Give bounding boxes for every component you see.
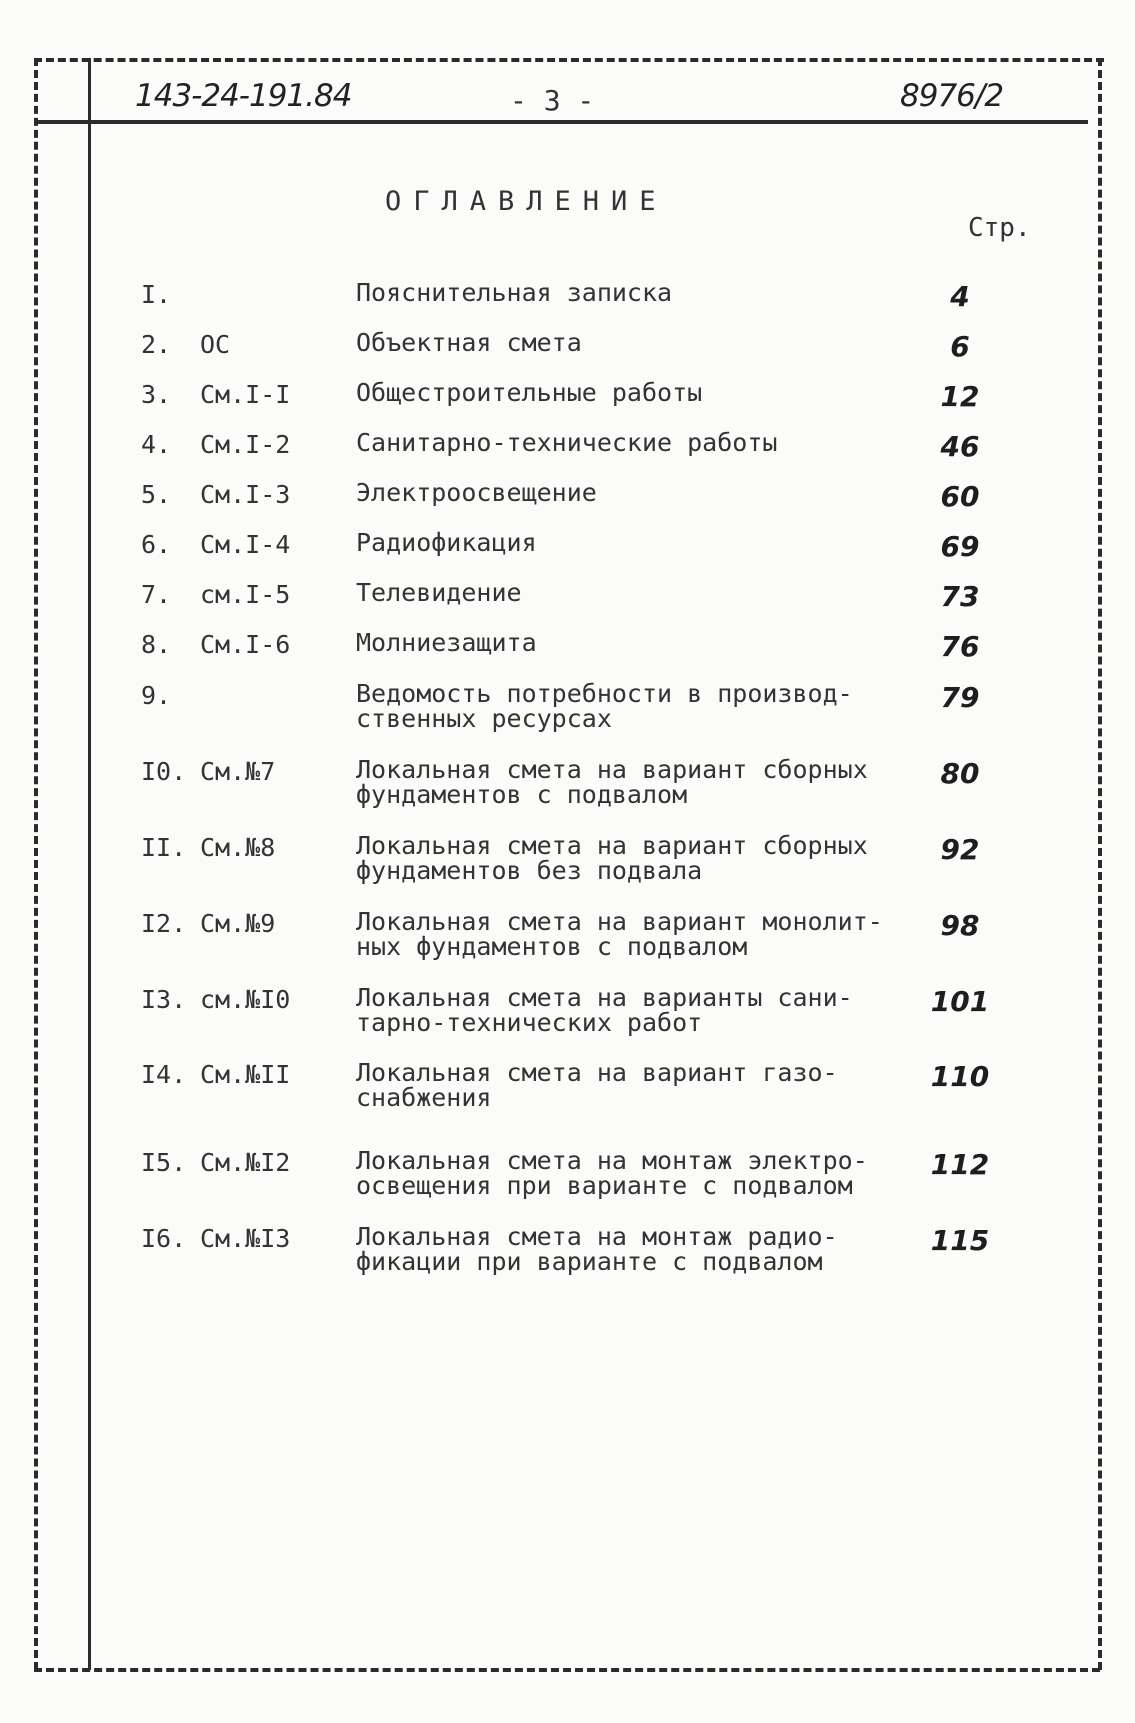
toc-row-title: Локальная смета на вариант сборных фундаментов без подвала xyxy=(356,831,868,885)
toc-row-title: Локальная смета на монтаж радио- фикации при варианте с подвалом xyxy=(356,1222,838,1276)
toc-row-page: 79 xyxy=(940,681,980,714)
toc-row-number: 4. xyxy=(141,430,172,459)
toc-row-page: 69 xyxy=(940,530,980,563)
toc-row-title: Локальная смета на вариант сборных фундаментов с подвалом xyxy=(356,755,868,809)
toc-row-page: 76 xyxy=(940,630,980,663)
inventory-number: 8976/2 xyxy=(900,78,1004,114)
toc-row-page: 115 xyxy=(930,1224,990,1257)
toc-row-number: I2. xyxy=(141,909,187,938)
toc-row-page: 92 xyxy=(940,833,980,866)
toc-row-code: См.№I3 xyxy=(200,1224,291,1253)
toc-row-page: 6 xyxy=(950,330,970,363)
toc-row-page: 12 xyxy=(940,380,980,413)
toc-row-title: Локальная смета на монтаж электро- освещения при варианте с подвалом xyxy=(356,1146,868,1200)
toc-row-code: См.I-3 xyxy=(200,480,291,509)
toc-row-code: См.№8 xyxy=(200,833,276,862)
toc-row-title: Объектная смета xyxy=(356,328,582,357)
toc-row-code: См.№9 xyxy=(200,909,276,938)
page-column-label: Стр. xyxy=(968,213,1031,243)
toc-row-code: см.№I0 xyxy=(200,985,291,1014)
toc-row-title: Радиофикация xyxy=(356,528,537,557)
toc-row-code: см.I-5 xyxy=(200,580,291,609)
frame-left-border xyxy=(34,58,38,1670)
toc-row-code: См.№I2 xyxy=(200,1148,291,1177)
toc-row-page: 4 xyxy=(950,280,970,313)
toc-row-page: 112 xyxy=(930,1148,990,1181)
toc-row-page: 80 xyxy=(940,757,980,790)
toc-row-title: Пояснительная записка xyxy=(356,278,673,307)
toc-row-code: См.I-4 xyxy=(200,530,291,559)
toc-row-code: См.№7 xyxy=(200,757,276,786)
toc-row-number: 6. xyxy=(141,530,172,559)
toc-row-number: I6. xyxy=(141,1224,187,1253)
toc-row-page: 101 xyxy=(930,985,990,1018)
toc-row-number: 9. xyxy=(141,681,172,710)
toc-row-number: II. xyxy=(141,833,187,862)
document-code: 143-24-191.84 xyxy=(135,78,352,114)
toc-title: ОГЛАВЛЕНИЕ xyxy=(385,186,668,217)
toc-row-number: I0. xyxy=(141,757,187,786)
toc-row-code: См.I-2 xyxy=(200,430,291,459)
toc-row-number: 3. xyxy=(141,380,172,409)
toc-row-page: 46 xyxy=(940,430,980,463)
header-divider xyxy=(34,120,1088,124)
toc-row-number: I. xyxy=(141,280,172,309)
toc-row-title: Локальная смета на вариант газо- снабжения xyxy=(356,1058,838,1112)
toc-row-code: См.№II xyxy=(200,1060,291,1089)
toc-row-title: Молниезащита xyxy=(356,628,537,657)
page-number: - 3 - xyxy=(510,84,595,117)
toc-row-page: 110 xyxy=(930,1060,990,1093)
toc-row-title: Общестроительные работы xyxy=(356,378,703,407)
toc-row-code: ОС xyxy=(200,330,231,359)
toc-row-title: Телевидение xyxy=(356,578,522,607)
toc-row-number: 7. xyxy=(141,580,172,609)
toc-row-title: Ведомость потребности в производ- ственных ресурсах xyxy=(356,679,853,733)
frame-right-border xyxy=(1098,58,1102,1670)
toc-row-number: I3. xyxy=(141,985,187,1014)
toc-row-title: Локальная смета на вариант монолит- ных фундаментов с подвалом xyxy=(356,907,883,961)
toc-row-number: 2. xyxy=(141,330,172,359)
toc-row-number: 5. xyxy=(141,480,172,509)
binding-margin-line xyxy=(88,58,91,1670)
toc-row-code: См.I-6 xyxy=(200,630,291,659)
frame-bottom-border xyxy=(34,1668,1100,1672)
toc-row-code: См.I-I xyxy=(200,380,291,409)
toc-row-number: I4. xyxy=(141,1060,187,1089)
toc-row-page: 73 xyxy=(940,580,980,613)
toc-row-number: 8. xyxy=(141,630,172,659)
toc-row-page: 60 xyxy=(940,480,980,513)
toc-row-title: Санитарно-технические работы xyxy=(356,428,778,457)
toc-row-number: I5. xyxy=(141,1148,187,1177)
toc-row-page: 98 xyxy=(940,909,980,942)
toc-row-title: Электроосвещение xyxy=(356,478,597,507)
toc-row-title: Локальная смета на варианты сани- тарно-технических работ xyxy=(356,983,853,1037)
frame-top-border xyxy=(34,58,1104,62)
